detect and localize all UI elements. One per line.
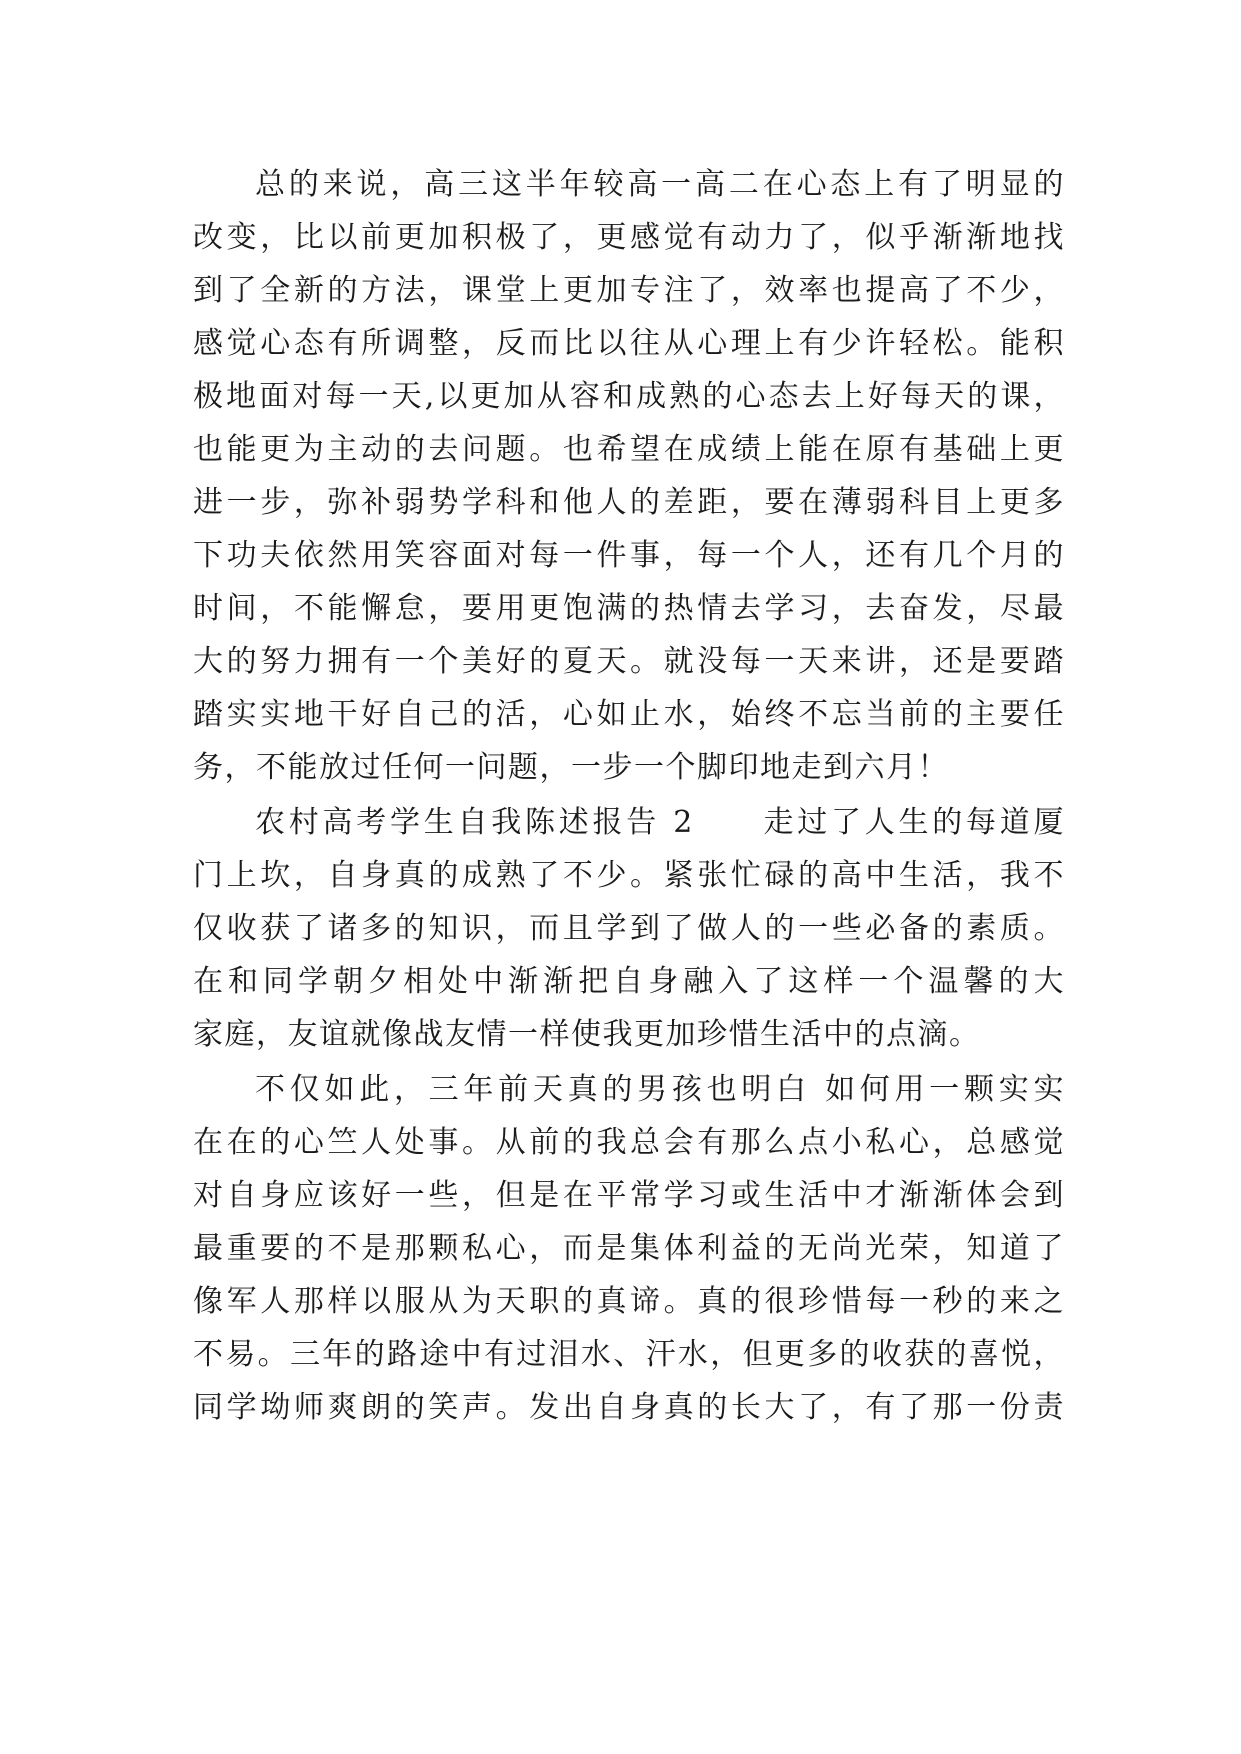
text-line: 改变，比以前更加积极了，更感觉有动力了，似乎渐渐地找 xyxy=(193,220,1065,255)
text-line: 对自身应该好一些，但是在平常学习或生活中才渐渐体会到 xyxy=(193,1178,1065,1213)
text-line: 门上坎，自身真的成熟了不少。紧张忙碌的高中生活，我不 xyxy=(193,858,1065,893)
text-line: 农村高考学生自我陈述报告 2 走过了人生的每道厦 xyxy=(255,805,1065,840)
paragraph-1 xyxy=(193,158,1065,794)
text-line: 不仅如此，三年前天真的男孩也明白 如何用一颗实实 xyxy=(255,1072,1065,1107)
text-line: 感觉心态有所调整，反而比以往从心理上有少许轻松。能积 xyxy=(193,326,1065,361)
text-line: 像军人那样以服从为天职的真谛。真的很珍惜每一秒的来之 xyxy=(193,1284,1065,1319)
text-line: 下功夫依然用笑容面对每一件事，每一个人，还有几个月的 xyxy=(193,538,1065,573)
text-line: 仅收获了诸多的知识，而且学到了做人的一些必备的素质。 xyxy=(193,911,1065,946)
text-line: 总的来说，高三这半年较高一高二在心态上有了明显的 xyxy=(255,167,1065,202)
text-line: 大的努力拥有一个美好的夏天。就没每一天来讲，还是要踏 xyxy=(193,644,1065,679)
text-line: 时间，不能懈怠，要用更饱满的热情去学习，去奋发，尽最 xyxy=(193,591,1065,626)
text-line: 到了全新的方法，课堂上更加专注了，效率也提高了不少， xyxy=(193,273,1065,308)
text-line: 在在的心竺人处事。从前的我总会有那么点小私心，总感觉 xyxy=(193,1125,1065,1160)
text-line: 不易。三年的路途中有过泪水、汗水，但更多的收获的喜悦， xyxy=(193,1337,1065,1372)
text-line: 进一步，弥补弱势学科和他人的差距，要在薄弱科目上更多 xyxy=(193,485,1065,520)
text-line: 踏实实地干好自己的活，心如止水，始终不忘当前的主要任 xyxy=(193,697,1065,732)
paragraph-3 xyxy=(193,1063,1065,1434)
document-body xyxy=(193,158,1065,1434)
text-line: 同学坳师爽朗的笑声。发出自身真的长大了，有了那一份责 xyxy=(193,1390,1065,1425)
text-line: 最重要的不是那颗私心，而是集体利益的无尚光荣，知道了 xyxy=(193,1231,1065,1266)
text-line: 家庭，友谊就像战友情一样使我更加珍惜生活中的点滴。 xyxy=(193,1017,981,1052)
paragraph-2 xyxy=(193,796,1065,1061)
text-line: 极地面对每一天,以更加从容和成熟的心态去上好每天的课， xyxy=(193,379,1065,414)
text-line: 也能更为主动的去问题。也希望在成绩上能在原有基础上更 xyxy=(193,432,1065,467)
text-line: 在和同学朝夕相处中渐渐把自身融入了这样一个温馨的大 xyxy=(193,964,1065,999)
text-line: 务，不能放过任何一问题，一步一个脚印地走到六月！ xyxy=(193,750,949,785)
